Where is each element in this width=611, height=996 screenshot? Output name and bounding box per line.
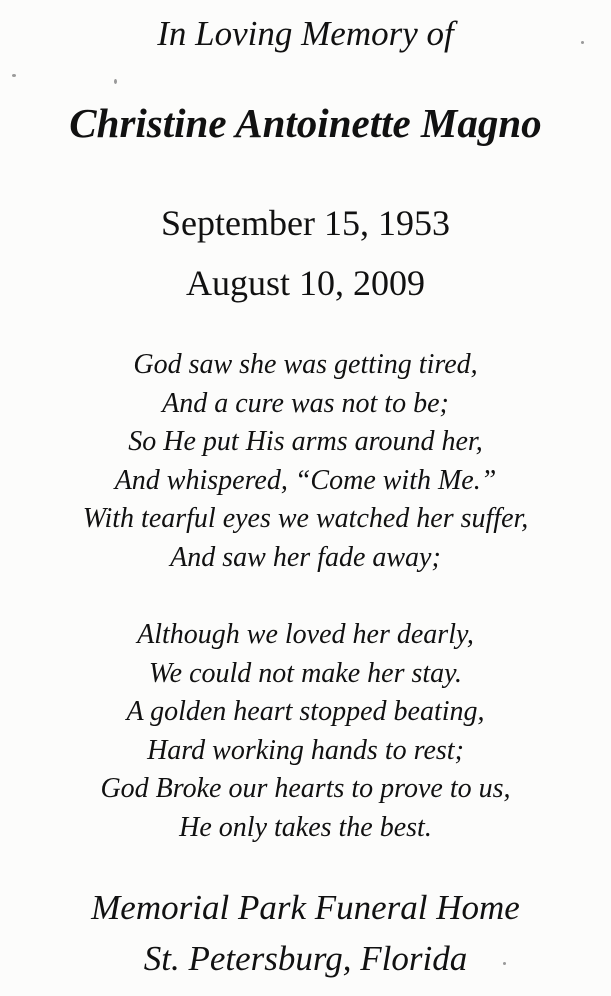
death-date: August 10, 2009 <box>185 263 425 303</box>
verse-line: With tearful eyes we watched her suffer, <box>82 503 529 534</box>
verse-stanza-1 <box>0 346 611 577</box>
verse-line: And saw her fade away; <box>170 541 441 573</box>
verse-line: God Broke our hearts to prove to us, <box>100 773 511 804</box>
scan-speck <box>12 74 16 77</box>
scan-speck <box>114 79 117 84</box>
intro-heading: In Loving Memory of <box>157 14 454 53</box>
verse-line: And a cure was not to be; <box>162 387 449 419</box>
verse-line: Hard working hands to rest; <box>147 734 464 766</box>
verse-line: So He put His arms around her, <box>128 426 483 457</box>
verse-line: Although we loved her dearly, <box>137 619 474 650</box>
verse-line: He only takes the best. <box>179 811 432 843</box>
verse-stanza-2 <box>0 616 611 847</box>
verse-line: We could not make her stay. <box>148 657 463 689</box>
funeral-home-location: St. Petersburg, Florida <box>143 939 468 978</box>
scan-speck <box>503 962 506 965</box>
deceased-name: Christine Antoinette Magno <box>69 100 542 146</box>
birth-date: September 15, 1953 <box>161 203 450 243</box>
funeral-home-name: Memorial Park Funeral Home <box>91 888 520 927</box>
verse-line: God saw she was getting tired, <box>133 349 478 380</box>
verse-line: A golden heart stopped beating, <box>126 696 485 727</box>
verse-line: And whispered, “Come with Me.” <box>114 464 497 496</box>
scan-speck <box>581 41 584 44</box>
